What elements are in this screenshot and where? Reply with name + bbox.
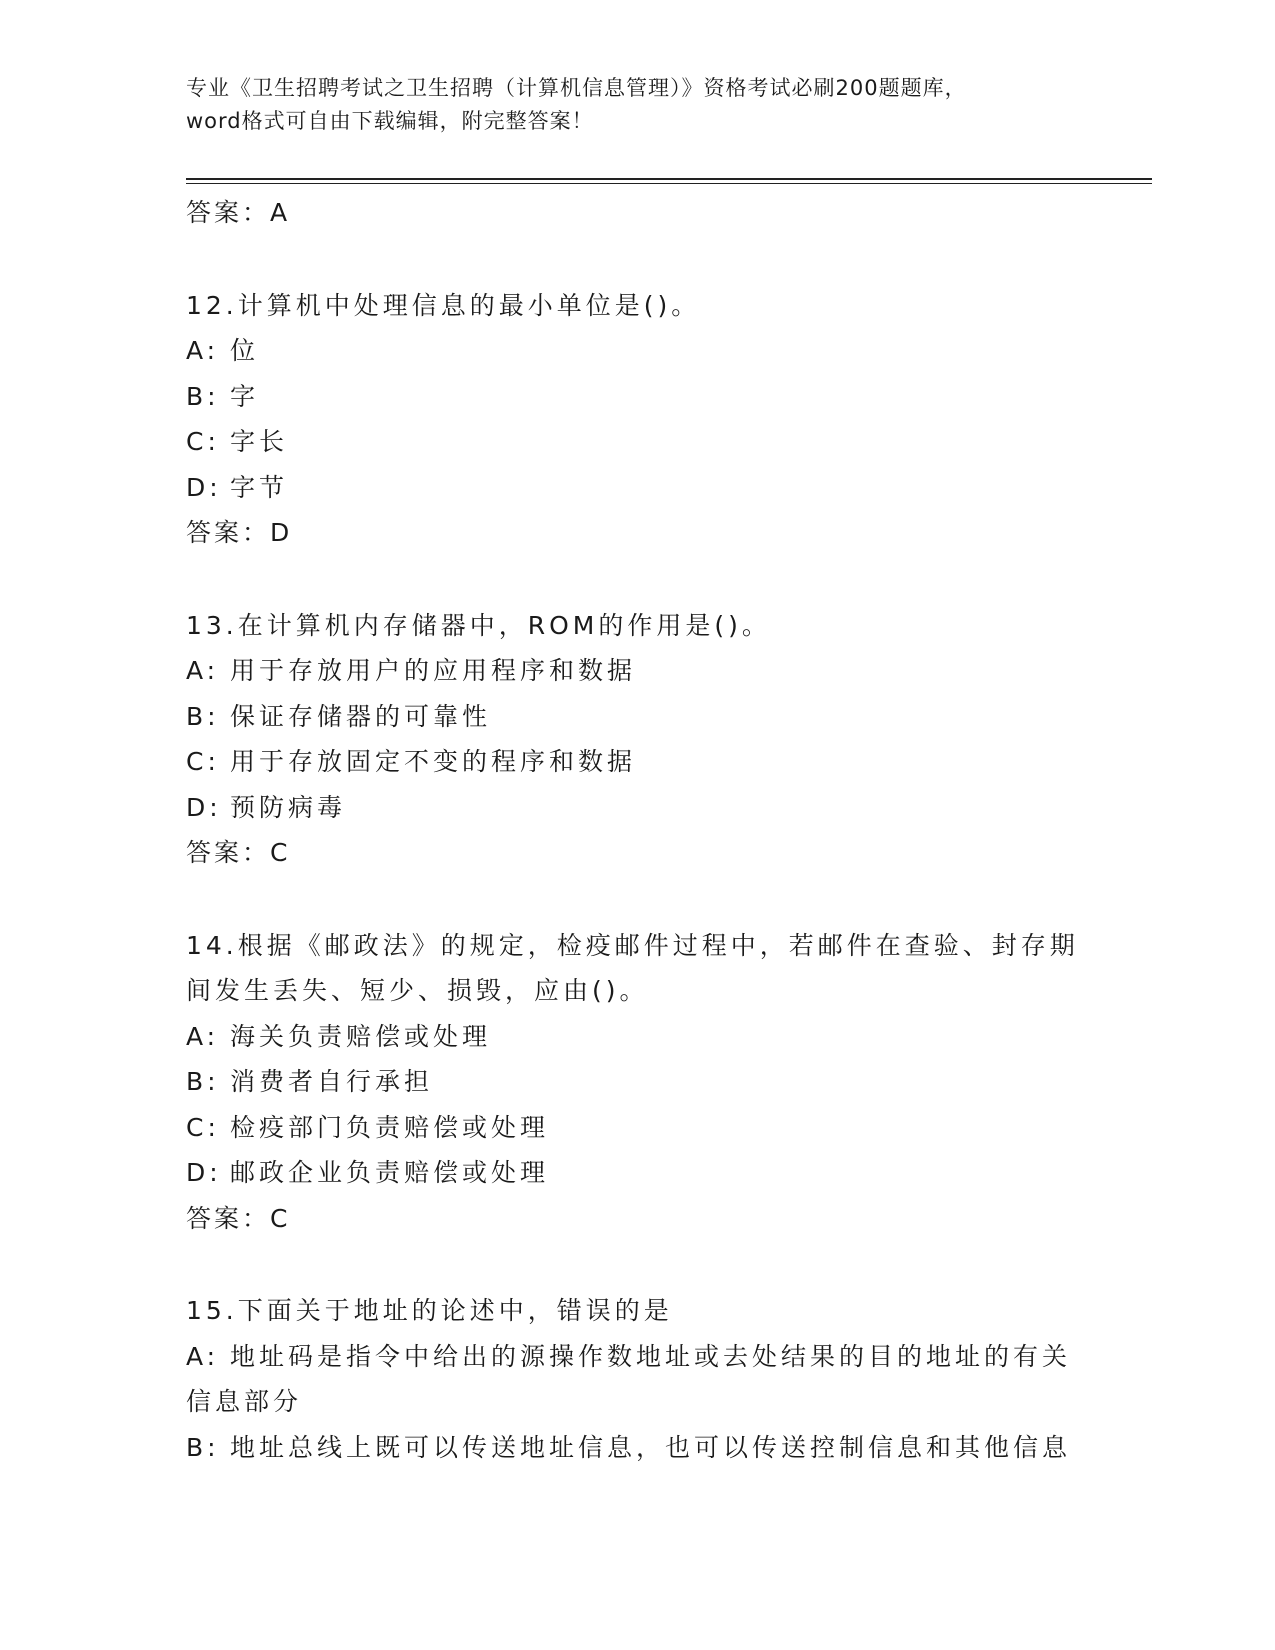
- option-a: [186, 648, 1086, 694]
- question-answer: [186, 1196, 1086, 1242]
- option-letter: D:: [186, 1158, 222, 1187]
- option-letter: A:: [186, 1341, 220, 1371]
- option-letter: B:: [186, 1432, 220, 1462]
- option-text: 用于存放用户的应用程序和数据: [230, 656, 637, 685]
- option-text: 邮政企业负责赔偿或处理: [230, 1158, 550, 1187]
- option-letter: C:: [186, 747, 220, 776]
- option-text: 字: [230, 381, 260, 411]
- option-c: [186, 739, 1086, 785]
- option-text: 检疫部门负责赔偿或处理: [230, 1112, 550, 1142]
- question-stem: 15.下面关于地址的论述中，错误的是: [186, 1296, 673, 1325]
- document-header: [186, 72, 1086, 138]
- header-rule-thin: [186, 183, 1152, 184]
- answer-value: C: [270, 838, 289, 867]
- option-b: [186, 1059, 1086, 1105]
- option-text: 地址总线上既可以传送地址信息，也可以传送控制信息和其他信息: [230, 1432, 1072, 1462]
- option-letter: B:: [186, 381, 220, 411]
- answer-label: 答案：: [186, 1203, 271, 1233]
- option-letter: A:: [186, 656, 220, 685]
- option-c: [186, 419, 1086, 465]
- option-letter: A:: [186, 1021, 220, 1051]
- option-a: [186, 328, 1086, 374]
- option-text: 预防病毒: [230, 792, 347, 822]
- option-text: 字长: [230, 427, 289, 456]
- option-d: [186, 465, 1086, 511]
- option-b: [186, 1425, 1086, 1471]
- spacer: [186, 876, 1086, 923]
- question-answer: [186, 830, 1086, 876]
- option-letter: C:: [186, 1112, 220, 1142]
- option-a: [186, 1334, 1086, 1380]
- option-b: [186, 694, 1086, 740]
- previous-answer: [186, 190, 1086, 236]
- answer-label: 答案：: [186, 838, 271, 867]
- answer-value: A: [270, 198, 289, 227]
- option-text: 位: [230, 336, 260, 365]
- option-letter: C:: [186, 427, 220, 456]
- header-line-1: 专业《卫生招聘考试之卫生招聘（计算机信息管理）》资格考试必刷200题题库，: [186, 76, 967, 100]
- question-stem: 13.在计算机内存储器中，ROM的作用是()。: [186, 610, 771, 640]
- question-answer: [186, 510, 1086, 556]
- question-stem: 12.计算机中处理信息的最小单位是()。: [186, 290, 701, 320]
- option-letter: D:: [186, 472, 222, 502]
- answer-value: D: [270, 518, 291, 547]
- header-rule-thick: [186, 178, 1152, 180]
- question-stem-line-2: 间发生丢失、短少、损毁，应由()。: [186, 976, 649, 1005]
- question-15: [186, 1288, 1086, 1470]
- option-a: [186, 1014, 1086, 1060]
- header-line-2: word格式可自由下载编辑，附完整答案！: [186, 109, 594, 133]
- option-d: [186, 785, 1086, 831]
- answer-value: C: [270, 1203, 289, 1233]
- question-12: [186, 283, 1086, 556]
- option-letter: D:: [186, 792, 222, 822]
- question-content: [186, 190, 1086, 1470]
- option-letter: A:: [186, 336, 220, 365]
- question-13: [186, 603, 1086, 876]
- option-letter: B:: [186, 701, 220, 731]
- option-text-line-1: 地址码是指令中给出的源操作数地址或去处结果的目的地址的有关: [230, 1341, 1072, 1371]
- question-14: [186, 923, 1086, 1242]
- spacer: [186, 556, 1086, 603]
- option-d: [186, 1150, 1086, 1196]
- option-c: [186, 1105, 1086, 1151]
- answer-label: 答案：: [186, 198, 271, 227]
- option-a-continued: 信息部分: [186, 1387, 303, 1416]
- option-text: 海关负责赔偿或处理: [230, 1021, 492, 1051]
- option-b: [186, 374, 1086, 420]
- option-text: 保证存储器的可靠性: [230, 701, 492, 731]
- spacer: [186, 1241, 1086, 1288]
- option-text: 用于存放固定不变的程序和数据: [230, 747, 637, 776]
- question-stem-line-1: 14.根据《邮政法》的规定，检疫邮件过程中，若邮件在查验、封存期: [186, 930, 1079, 960]
- option-letter: B:: [186, 1067, 220, 1096]
- option-text: 字节: [230, 472, 289, 502]
- answer-label: 答案：: [186, 518, 271, 547]
- option-text: 消费者自行承担: [230, 1067, 434, 1096]
- spacer: [186, 236, 1086, 283]
